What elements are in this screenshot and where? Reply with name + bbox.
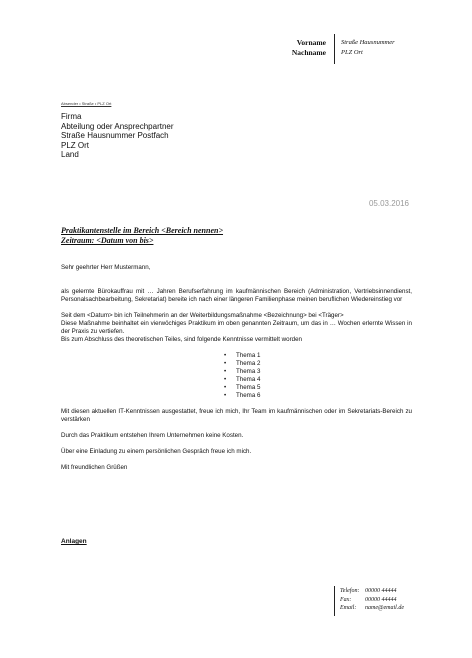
footer-email-row (340, 604, 404, 613)
subject-block (61, 226, 223, 246)
subject-line: Praktikantenstelle im Bereich <Bereich nennen> (61, 226, 224, 235)
list-item: • Thema 1 (224, 352, 472, 360)
footer-phone-row (340, 587, 404, 596)
topic-list (224, 352, 472, 400)
phone-value: 00000 44444 (365, 588, 397, 594)
paragraph-invitation: Über eine Einladung zu einem persönlichen Gespräch freue ich mich. (61, 448, 252, 455)
recipient-department: Abteilung oder Ansprechpartner (61, 121, 174, 131)
email-value: name@email.de (365, 605, 405, 611)
sender-return-line: Absender • Straße • PLZ Ort (61, 101, 112, 106)
paragraph-training-1: Seit dem <Datum> bin ich Teilnehmerin an der Weiterbildungsmaßnahme <Bezeichnung> bei <Träger> (61, 312, 344, 319)
letter-date: 05.03.2016 (368, 199, 409, 208)
recipient-company: Firma (61, 112, 82, 121)
header-city: PLZ Ort (341, 49, 363, 56)
subject-period: Zeitraum: <Datum von bis> (61, 236, 154, 245)
footer-divider (334, 586, 335, 616)
last-name-label: Nachname (291, 48, 326, 57)
paragraph-costs: Durch das Praktikum entstehen Ihrem Unternehmen keine Kosten. (61, 432, 244, 439)
footer-contact (340, 587, 404, 613)
fax-label: Fax: (340, 596, 352, 603)
list-item: • Thema 4 (224, 376, 472, 384)
header-street: Straße Hausnummer (341, 39, 395, 46)
list-item: • Thema 3 (224, 368, 472, 376)
list-item: • Thema 6 (224, 392, 472, 400)
footer-fax-row (340, 596, 404, 605)
attachments-label: Anlagen (61, 538, 87, 545)
paragraph-intro: als gelernte Bürokauffrau mit … Jahren Berufserfahrung im kaufmännischen Bereich (Administration, Vertriebsinnendienst, Personalsachbearbeitung, Sekretariat) bereite ich nach einer längeren Familienphase meinen beruflichen Wiedereinstieg vor (61, 288, 412, 303)
header-divider (334, 34, 335, 64)
header-labels (262, 38, 326, 58)
fax-value: 00000 44444 (365, 596, 397, 603)
first-name-label: Vorname (296, 38, 326, 47)
closing: Mit freundlichen Grüßen (61, 464, 128, 471)
recipient-country: Land (61, 150, 79, 160)
header-address (341, 38, 395, 58)
paragraph-training-3: Bis zum Abschluss des theoretischen Teiles, sind folgende Kenntnisse vermittelt worden (61, 336, 302, 343)
paragraph-training-2: Diese Maßnahme beinhaltet ein vierwöchiges Praktikum im oben genannten Zeitraum, um das in … Wochen erlernte Wissen in der Praxis zu vertiefen. (61, 320, 412, 335)
email-label: Email: (340, 605, 357, 611)
list-item: • Thema 5 (224, 384, 472, 392)
recipient-street: Straße Hausnummer Postfach (61, 131, 169, 141)
phone-label: Telefon: (340, 588, 360, 594)
letter-body (61, 264, 412, 472)
paragraph-motivation: Mit diesen aktuellen IT-Kenntnissen ausgestattet, freue ich mich, Ihr Team im kaufmännischen oder im Sekretariats-Bereich zu verstärken (61, 408, 412, 423)
list-item: • Thema 2 (224, 360, 472, 368)
recipient-city: PLZ Ort (61, 140, 90, 150)
recipient-address (61, 112, 174, 160)
salutation: Sehr geehrter Herr Mustermann, (61, 264, 151, 271)
